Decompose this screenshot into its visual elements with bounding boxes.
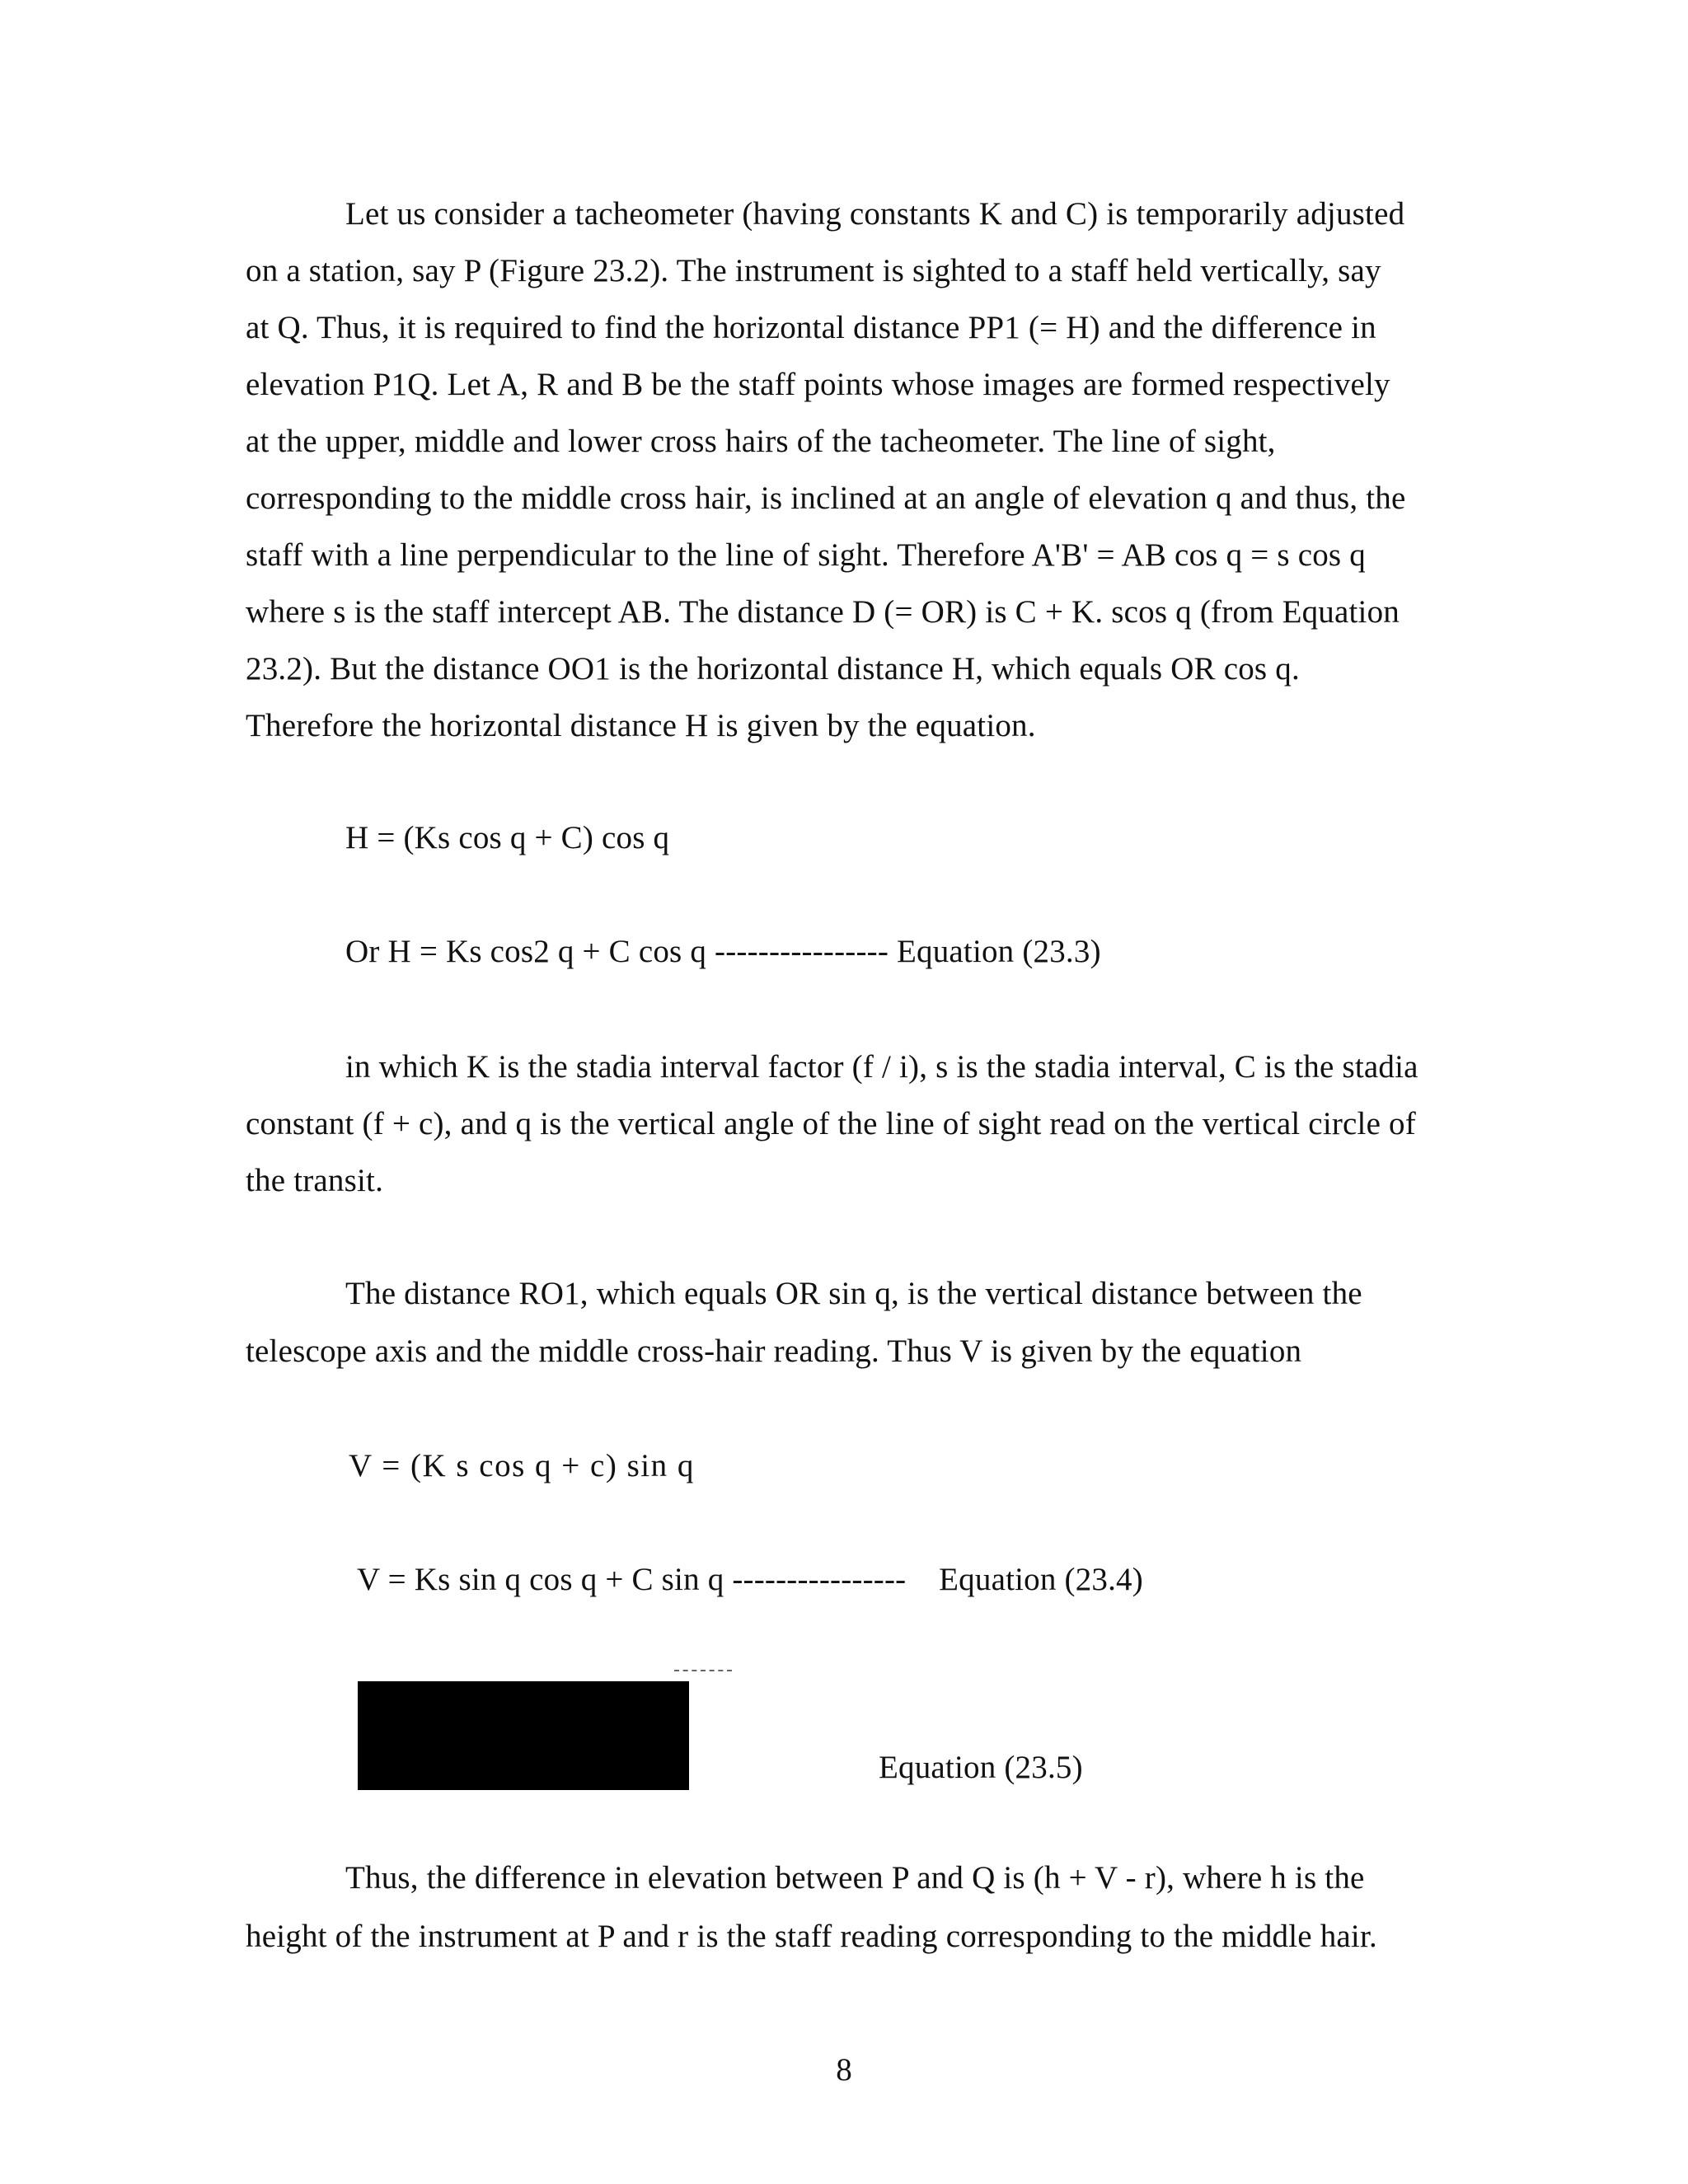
- paragraph1-line6: corresponding to the middle cross hair, is inclined at an angle of elevation q and thus, the: [246, 480, 1406, 516]
- paragraph1-line4: elevation P1Q. Let A, R and B be the staff points whose images are formed respectively: [246, 367, 1390, 402]
- paragraph1-line7: staff with a line perpendicular to the line of sight. Therefore A'B' = AB cos q = s cos q: [246, 537, 1366, 573]
- paragraph2-line1: in which K is the stadia interval factor (f / i), s is the stadia interval, C is the stadia: [345, 1049, 1418, 1085]
- page-number: 8: [836, 2052, 852, 2088]
- equation-23-5-label: Equation (23.5): [879, 1750, 1083, 1785]
- dash-mark: [674, 1670, 732, 1671]
- paragraph1-line3: at Q. Thus, it is required to find the horizontal distance PP1 (= H) and the difference in: [246, 310, 1376, 345]
- paragraph4-line1: Thus, the difference in elevation between P and Q is (h + V - r), where h is the: [345, 1860, 1365, 1896]
- paragraph2-line2: constant (f + c), and q is the vertical angle of the line of sight read on the vertical circle of: [246, 1106, 1416, 1141]
- equation-v-line2: V = Ks sin q cos q + C sin q ---------------- Equation (23.4): [357, 1562, 1143, 1597]
- equation-h-line1: H = (Ks cos q + C) cos q: [345, 820, 670, 855]
- paragraph1-line10: Therefore the horizontal distance H is given by the equation.: [246, 708, 1036, 743]
- equation-v-line1: V = (K s cos q + c) sin q: [349, 1448, 695, 1483]
- paragraph1-line5: at the upper, middle and lower cross hairs of the tacheometer. The line of sight,: [246, 424, 1276, 459]
- paragraph3-line1: The distance RO1, which equals OR sin q, is the vertical distance between the: [345, 1276, 1362, 1311]
- paragraph1-line8: where s is the staff intercept AB. The distance D (= OR) is C + K. scos q (from Equation: [246, 594, 1400, 630]
- paragraph3-line2: telescope axis and the middle cross-hair reading. Thus V is given by the equation: [246, 1333, 1302, 1369]
- paragraph1-line1: Let us consider a tacheometer (having constants K and C) is temporarily adjusted: [345, 196, 1405, 232]
- redacted-equation-block: [358, 1681, 689, 1790]
- paragraph1-line9: 23.2). But the distance OO1 is the horizontal distance H, which equals OR cos q.: [246, 651, 1300, 687]
- paragraph2-line3: the transit.: [246, 1163, 384, 1198]
- equation-h-line2: Or H = Ks cos2 q + C cos q ---------------- Equation (23.3): [345, 934, 1101, 969]
- paragraph1-line2: on a station, say P (Figure 23.2). The instrument is sighted to a staff held vertically, say: [246, 253, 1381, 288]
- paragraph4-line2: height of the instrument at P and r is the staff reading corresponding to the middle hair.: [246, 1919, 1377, 1954]
